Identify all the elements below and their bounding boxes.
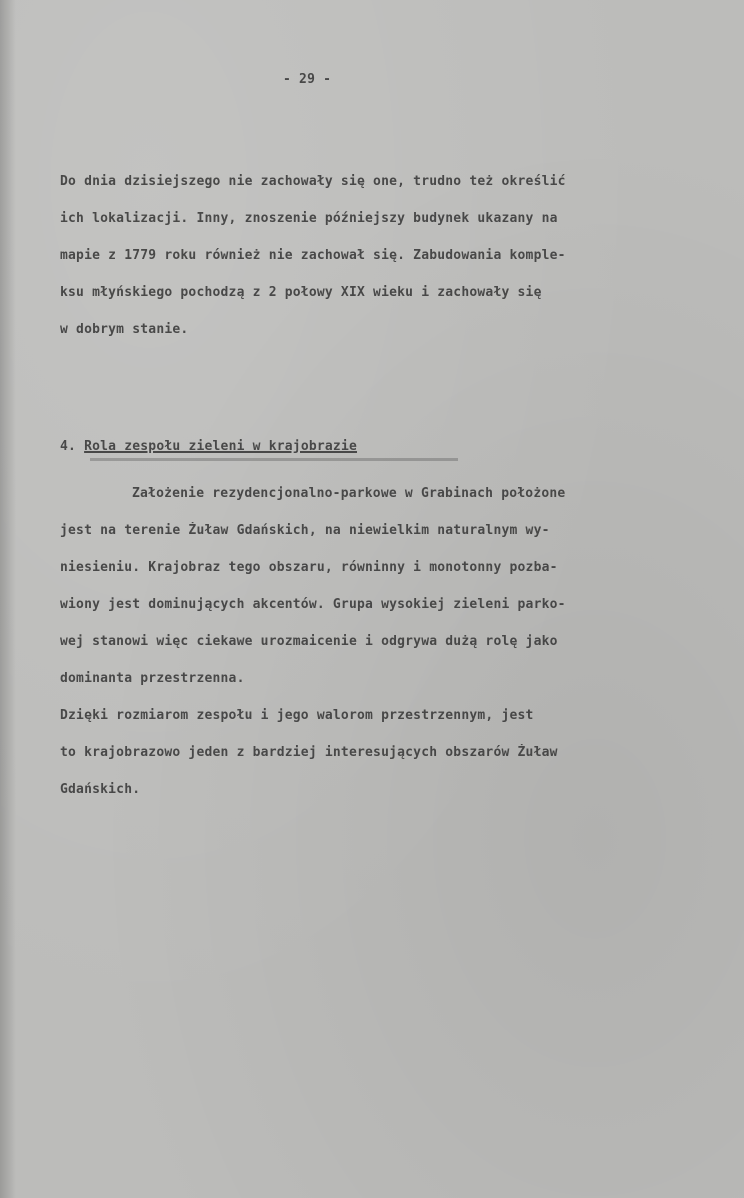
section-title-underline — [90, 458, 458, 461]
paragraph-3-line-1: Dzięki rozmiarom zespołu i jego walorom przestrzennym, jest — [60, 708, 534, 723]
paragraph-1-line-1: Do dnia dzisiejszego nie zachowały się one, trudno też określić — [60, 174, 566, 189]
paragraph-1-line-3: mapie z 1779 roku również nie zachował się. Zabudowania komple- — [60, 248, 566, 263]
section-heading — [60, 439, 357, 454]
paragraph-1-line-2: ich lokalizacji. Inny, znoszenie późniejszy budynek ukazany na — [60, 211, 558, 226]
paragraph-1-line-5: w dobrym stanie. — [60, 322, 189, 337]
page-number: - 29 - — [283, 72, 332, 87]
paragraph-2-line-1: Założenie rezydencjonalno-parkowe w Grabinach położone — [132, 486, 566, 501]
section-number: 4. — [60, 439, 77, 454]
paragraph-3-line-2: to krajobrazowo jeden z bardziej interesujących obszarów Żuław — [60, 745, 558, 760]
page-edge-shadow — [0, 0, 16, 1198]
section-title: Rola zespołu zieleni w krajobrazie — [84, 439, 358, 454]
paragraph-2-line-6: dominanta przestrzenna. — [60, 671, 245, 686]
paragraph-1-line-4: ksu młyńskiego pochodzą z 2 połowy XIX wieku i zachowały się — [60, 285, 542, 300]
paragraph-3-line-3: Gdańskich. — [60, 782, 141, 797]
paragraph-2-line-3: niesieniu. Krajobraz tego obszaru, równinny i monotonny pozba- — [60, 560, 558, 575]
paragraph-2-line-4: wiony jest dominujących akcentów. Grupa wysokiej zieleni parko- — [60, 597, 566, 612]
paragraph-2-line-5: wej stanowi więc ciekawe urozmaicenie i odgrywa dużą rolę jako — [60, 634, 558, 649]
paragraph-2-line-2: jest na terenie Żuław Gdańskich, na niewielkim naturalnym wy- — [60, 523, 550, 538]
